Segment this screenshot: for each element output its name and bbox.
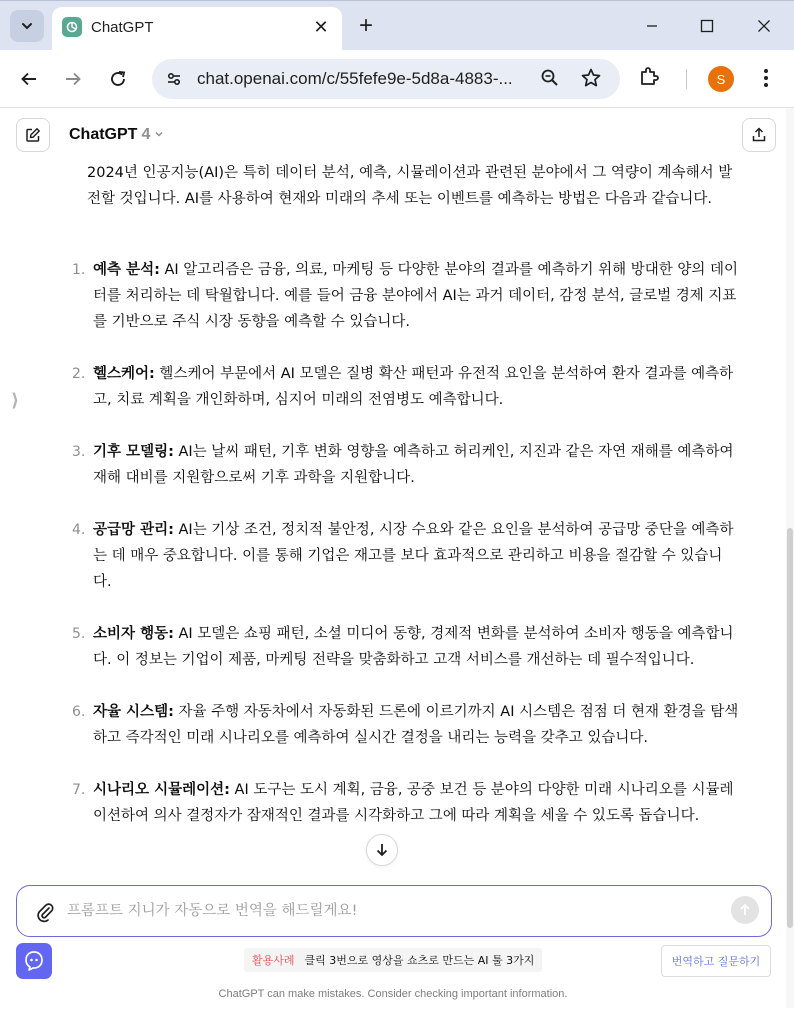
address-bar[interactable]: [152, 59, 620, 99]
edit-icon: [25, 127, 41, 143]
maximize-icon[interactable]: [692, 11, 722, 41]
url-text[interactable]: chat.openai.com/c/55fefe9e-5d8a-4883-...: [197, 69, 513, 88]
list-item-title: 자율 시스템:: [93, 704, 174, 720]
list-item-number: 5.: [72, 626, 86, 642]
page-scrollbar[interactable]: [786, 108, 794, 1008]
browser-toolbar: [0, 50, 794, 108]
tab-search-button[interactable]: [10, 10, 44, 42]
list-item-title: 헬스케어:: [93, 366, 155, 382]
model-name-label: ChatGPT: [69, 126, 138, 143]
bookmark-star-icon[interactable]: [580, 67, 602, 93]
chevron-down-icon: [20, 19, 34, 33]
list-item-title: 소비자 행동:: [93, 626, 174, 642]
list-item-number: 2.: [72, 366, 86, 382]
chatgpt-favicon-icon: [62, 17, 82, 37]
new-tab-button[interactable]: +: [358, 12, 373, 39]
list-item: [60, 699, 740, 751]
translate-and-ask-button[interactable]: 번역하고 질문하기: [661, 945, 771, 977]
sidebar-toggle-icon[interactable]: ⟩: [11, 390, 20, 411]
list-item: [60, 621, 740, 673]
list-item-number: 6.: [72, 704, 86, 720]
list-item-title: 시나리오 시뮬레이션:: [93, 782, 230, 798]
list-item-number: 7.: [72, 782, 86, 798]
send-button[interactable]: [731, 896, 759, 924]
extensions-puzzle-icon[interactable]: [638, 64, 662, 92]
arrow-up-icon: [738, 903, 752, 917]
list-item: [60, 777, 740, 829]
browser-tab-active[interactable]: [52, 7, 342, 51]
arrow-down-icon: [374, 842, 390, 858]
model-selector[interactable]: [69, 126, 164, 144]
list-item-number: 1.: [72, 262, 86, 278]
reload-icon[interactable]: [103, 64, 133, 94]
list-item: [60, 361, 740, 413]
conversation-area: [0, 160, 794, 875]
zoom-icon[interactable]: [540, 68, 560, 92]
site-settings-icon[interactable]: [161, 66, 187, 92]
list-item: [60, 517, 740, 595]
message-composer: [16, 885, 772, 937]
model-version-label: 4: [141, 126, 151, 143]
list-item: [60, 439, 740, 491]
browser-tabstrip: [0, 0, 794, 50]
forward-icon[interactable]: [58, 64, 88, 94]
profile-avatar[interactable]: S: [708, 66, 734, 92]
back-icon[interactable]: [14, 64, 44, 94]
list-item-number: 3.: [72, 444, 86, 460]
share-icon: [751, 127, 767, 143]
window-close-icon[interactable]: [749, 11, 779, 41]
list-item-number: 4.: [72, 522, 86, 538]
list-item-text: AI는 날씨 패턴, 기후 변화 영향을 예측하고 허리케인, 지진과 같은 자연 재해를 예측하여 재해 대비를 지원함으로써 기후 과학을 지원합니다.: [93, 444, 734, 486]
scrollbar-thumb[interactable]: [787, 528, 793, 928]
toolbar-separator: [686, 69, 687, 89]
list-item-text: AI 모델은 쇼핑 패턴, 소셜 미디어 동향, 경제적 변화를 분석하여 소비자 행동을 예측합니다. 이 정보는 기업이 제품, 마케팅 전략을 맞춤화하고 고객 서비스를 개선하는 데 필수적입니다.: [93, 626, 734, 668]
paperclip-icon[interactable]: [35, 901, 55, 927]
browser-menu-icon[interactable]: [756, 65, 776, 95]
list-item-text: AI 도구는 도시 계획, 금융, 공중 보건 등 분야의 다양한 미래 시나리오를 시뮬레이션하여 의사 결정자가 잠재적인 결과를 시각화하고 그에 따라 계획을 세울 수 있도록 돕습니다.: [93, 782, 734, 824]
list-item-text: AI는 기상 조건, 정치적 불안정, 시장 수요와 같은 요인을 분석하여 공급망 중단을 예측하는 데 매우 중요합니다. 이를 통해 기업은 재고를 보다 효과적으로 관리하고 비용을 절감할 수 있습니다.: [93, 522, 734, 590]
response-list: [60, 257, 740, 855]
list-item: [60, 257, 740, 335]
share-button[interactable]: [742, 118, 776, 152]
genie-face-icon: [23, 950, 45, 972]
list-item-title: 기후 모델링:: [93, 444, 174, 460]
list-item-title: 공급망 관리:: [93, 522, 174, 538]
prompt-genie-button[interactable]: [16, 943, 52, 979]
prompt-input[interactable]: [67, 898, 707, 924]
response-intro: 2024년 인공지능(AI)은 특히 데이터 분석, 예측, 시뮬레이션과 관련된 분야에서 그 역량이 계속해서 발전할 것입니다. AI를 사용하여 현재와 미래의 추세 또는 이벤트를 예측하는 방법은 다음과 같습니다.: [87, 165, 733, 207]
promo-tag: 활용사례: [252, 954, 295, 967]
scroll-to-bottom-button[interactable]: [366, 834, 398, 866]
list-item-text: 자율 주행 자동차에서 자동화된 드론에 이르기까지 AI 시스템은 점점 더 현재 환경을 탐색하고 즉각적인 미래 시나리오를 예측하여 실시간 결정을 내리는 능력을 갖추고 있습니다.: [93, 704, 739, 746]
list-item-text: AI 알고리즘은 금융, 의료, 마케팅 등 다양한 분야의 결과를 예측하기 위해 방대한 양의 데이터를 처리하는 데 탁월합니다. 예를 들어 금융 분야에서 AI는 과거 데이터, 감정 분석, 글로벌 경제 지표를 기반으로 주식 시장 동향을 예측할 수 있습니다.: [93, 262, 739, 330]
promo-text: 클릭 3번으로 영상을 쇼츠로 만드는 AI 툴 3가지: [304, 954, 535, 967]
chevron-down-icon: [154, 126, 164, 144]
list-item-text: 헬스케어 부문에서 AI 모델은 질병 확산 패턴과 유전적 요인을 분석하여 환자 결과를 예측하고, 치료 계획을 개인화하며, 심지어 미래의 전염병도 예측합니다.: [93, 366, 734, 408]
promo-banner[interactable]: [244, 948, 542, 972]
new-chat-button[interactable]: [16, 118, 50, 152]
list-item-title: 예측 분석:: [93, 262, 160, 278]
minimize-icon[interactable]: [637, 11, 667, 41]
disclaimer-text: ChatGPT can make mistakes. Consider checking important information.: [218, 988, 568, 1000]
tab-title: ChatGPT: [91, 19, 154, 36]
tab-close-icon[interactable]: ✕: [313, 16, 329, 38]
chat-header: [0, 108, 794, 160]
